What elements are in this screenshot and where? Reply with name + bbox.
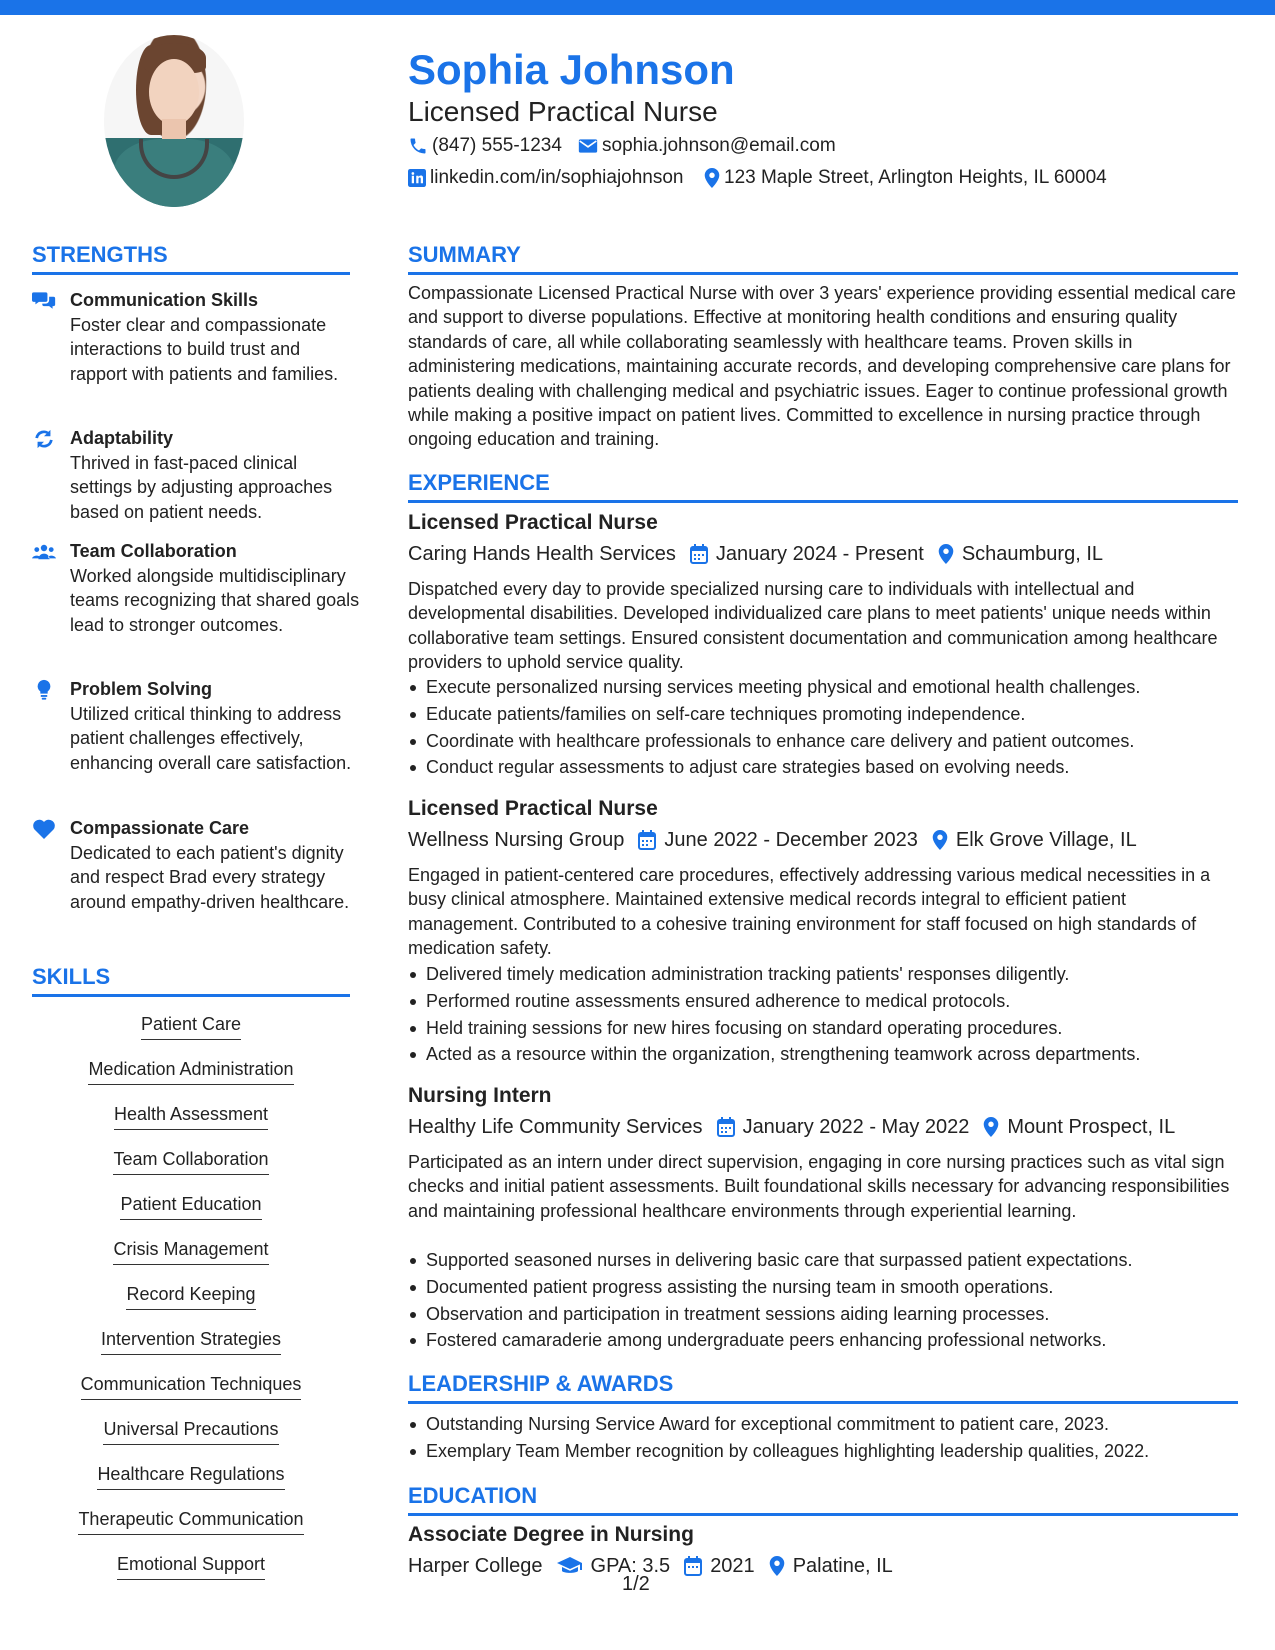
address-contact: [704, 166, 1107, 190]
skill-item: Crisis Management: [32, 1237, 350, 1265]
education-gpa: GPA: 3.5: [590, 1555, 671, 1577]
linkedin-text[interactable]: linkedin.com/in/sophiajohnson: [430, 167, 684, 188]
list-item: Supported seasoned nurses in delivering basic care that surpassed patient expectations.: [408, 1247, 1238, 1274]
profile-photo: [104, 35, 244, 207]
job-dates: January 2024 - Present: [715, 543, 924, 565]
list-item: Acted as a resource within the organization, strengthening teamwork across departments.: [408, 1041, 1238, 1068]
job-dates: June 2022 - December 2023: [664, 829, 918, 851]
list-item: Educate patients/families on self-care techniques promoting independence.: [408, 701, 1238, 728]
candidate-title: Licensed Practical Nurse: [408, 96, 718, 127]
summary-text: Compassionate Licensed Practical Nurse with over 3 years' experience providing essential medical care and support to diverse populations. Effective at monitoring health conditions and ensuring quality standards of care, all while collaborating seamlessly with healthcare teams. Proven skills in administering medications, maintaining accurate records, and developing comprehensive care plans for patients dealing with challenging medical and psychiatric issues. Eager to continue professional growth while making a positive impact on patient lives. Committed to excellence in nursing practice through ongoing education and training.: [408, 283, 1236, 450]
phone-text: (847) 555-1234: [432, 135, 562, 156]
list-item: Execute personalized nursing services meeting physical and emotional health challenges.: [408, 674, 1238, 701]
skill-item: Healthcare Regulations: [32, 1462, 350, 1490]
list-item: Held training sessions for new hires focusing on standard operating procedures.: [408, 1015, 1238, 1042]
map-pin-icon: [932, 830, 948, 850]
experience-rule: [408, 500, 1238, 503]
map-pin-icon: [704, 168, 720, 188]
job-bullets: [408, 961, 1238, 1068]
skill-item: Therapeutic Communication: [32, 1507, 350, 1535]
strengths-rule: [32, 272, 350, 275]
summary-heading: SUMMARY: [408, 242, 521, 267]
strength-title: Communication Skills: [70, 290, 259, 310]
list-item: Outstanding Nursing Service Award for exceptional commitment to patient care, 2023.: [408, 1411, 1238, 1438]
experience-heading: EXPERIENCE: [408, 470, 550, 495]
education-heading: EDUCATION: [408, 1483, 538, 1508]
skill-item: Communication Techniques: [32, 1372, 350, 1400]
strength-desc: Dedicated to each patient's dignity and respect Brad every strategy around empathy-driven healthcare.: [70, 843, 350, 912]
job-meta: [408, 541, 1103, 567]
calendar-icon: [717, 1117, 735, 1137]
users-icon: [32, 541, 56, 563]
job-description: Participated as an intern under direct supervision, engaging in core nursing practices such as vital sign checks and initial patient assessments. Built foundational skills necessary for advancing responsibilities and maintaining professional healthcare environments through experiential learning.: [408, 1152, 1230, 1221]
strength-desc: Utilized critical thinking to address patient challenges effectively, enhancing overall care satisfaction.: [70, 704, 352, 773]
list-item: Delivered timely medication administration tracking patients' responses diligently.: [408, 961, 1238, 988]
linkedin-icon: [408, 169, 426, 187]
list-item: Fostered camaraderie among undergraduate peers enhancing professional networks.: [408, 1327, 1238, 1354]
map-pin-icon: [983, 1117, 999, 1137]
skill-item: Record Keeping: [32, 1282, 350, 1310]
company-name: Wellness Nursing Group: [408, 829, 625, 851]
education-meta: [408, 1553, 893, 1579]
skill-item: Intervention Strategies: [32, 1327, 350, 1355]
school-name: Harper College: [408, 1555, 543, 1577]
list-item: Observation and participation in treatment sessions aiding learning processes.: [408, 1301, 1238, 1328]
job-title: Nursing Intern: [408, 1084, 552, 1107]
job-location: Mount Prospect, IL: [1007, 1116, 1176, 1138]
strength-desc: Worked alongside multidisciplinary teams recognizing that shared goals lead to stronger outcomes.: [70, 566, 360, 635]
envelope-icon: [578, 137, 598, 155]
map-pin-icon: [769, 1556, 785, 1576]
strength-desc: Thrived in fast-paced clinical settings by adjusting approaches based on patient needs.: [70, 453, 333, 522]
job-bullets: [408, 674, 1238, 781]
strength-title: Adaptability: [70, 428, 174, 448]
degree-title: Associate Degree in Nursing: [408, 1523, 694, 1546]
job-title: Licensed Practical Nurse: [408, 511, 658, 534]
skills-rule: [32, 994, 350, 997]
job-title: Licensed Practical Nurse: [408, 797, 658, 820]
strength-desc: Foster clear and compassionate interactions to build trust and rapport with patients and families.: [70, 315, 339, 384]
list-item: Exemplary Team Member recognition by colleagues highlighting leadership qualities, 2022.: [408, 1438, 1238, 1465]
graduation-cap-icon: [557, 1557, 583, 1575]
skill-item: Patient Care: [32, 1012, 350, 1040]
map-pin-icon: [938, 544, 954, 564]
leadership-bullets: [408, 1411, 1238, 1465]
address-text: 123 Maple Street, Arlington Heights, IL 60004: [724, 167, 1107, 188]
lightbulb-icon: [32, 679, 56, 701]
list-item: Performed routine assessments ensured adherence to medical protocols.: [408, 988, 1238, 1015]
email-contact: [578, 134, 836, 158]
candidate-name: Sophia Johnson: [408, 46, 735, 93]
job-dates: January 2022 - May 2022: [742, 1116, 970, 1138]
job-location: Elk Grove Village, IL: [955, 829, 1137, 851]
leadership-heading: LEADERSHIP & AWARDS: [408, 1371, 674, 1396]
strength-title: Problem Solving: [70, 679, 213, 699]
phone-contact: [408, 134, 562, 158]
job-location: Schaumburg, IL: [961, 543, 1104, 565]
job-bullets: [408, 1247, 1238, 1354]
heart-icon: [32, 818, 56, 840]
strength-title: Compassionate Care: [70, 818, 250, 838]
summary-rule: [408, 272, 1238, 275]
job-description: Dispatched every day to provide specialized nursing care to individuals with intellectual and developmental disabilities. Developed individualized care plans to meet patients' unique needs within collaborative team settings. Ensured consistent documentation and communication among healthcare providers to uphold service quality.: [408, 579, 1218, 673]
job-meta: [408, 1114, 1175, 1140]
page-number: 1/2: [622, 1573, 650, 1595]
skill-item: Health Assessment: [32, 1102, 350, 1130]
strengths-heading: STRENGTHS: [32, 242, 168, 267]
education-year: 2021: [710, 1555, 755, 1577]
list-item: Conduct regular assessments to adjust care strategies based on evolving needs.: [408, 754, 1238, 781]
leadership-rule: [408, 1401, 1238, 1404]
phone-icon: [408, 136, 428, 156]
company-name: Caring Hands Health Services: [408, 543, 676, 565]
sync-icon: [32, 428, 56, 450]
education-rule: [408, 1513, 1238, 1516]
email-text[interactable]: sophia.johnson@email.com: [602, 135, 836, 156]
skill-item: Medication Administration: [32, 1057, 350, 1085]
list-item: Documented patient progress assisting the nursing team in smooth operations.: [408, 1274, 1238, 1301]
calendar-icon: [638, 830, 656, 850]
job-meta: [408, 827, 1137, 853]
top-accent-bar: [0, 0, 1275, 15]
skill-item: Team Collaboration: [32, 1147, 350, 1175]
job-description: Engaged in patient-centered care procedures, effectively addressing various medical necessities in a busy clinical atmosphere. Maintained extensive medical records integral to efficient patient management. Contributed to a cohesive training environment for staff focused on high standards of medication safety.: [408, 865, 1211, 959]
comments-icon: [32, 290, 56, 312]
strength-title: Team Collaboration: [70, 541, 237, 561]
list-item: Coordinate with healthcare professionals to enhance care delivery and patient outcomes.: [408, 728, 1238, 755]
skill-item: Patient Education: [32, 1192, 350, 1220]
skill-item: Emotional Support: [32, 1552, 350, 1580]
linkedin-contact: [408, 166, 684, 190]
calendar-icon: [690, 544, 708, 564]
skill-item: Universal Precautions: [32, 1417, 350, 1445]
skills-heading: SKILLS: [32, 964, 111, 989]
company-name: Healthy Life Community Services: [408, 1116, 703, 1138]
education-location: Palatine, IL: [792, 1555, 893, 1577]
calendar-icon: [684, 1556, 702, 1576]
